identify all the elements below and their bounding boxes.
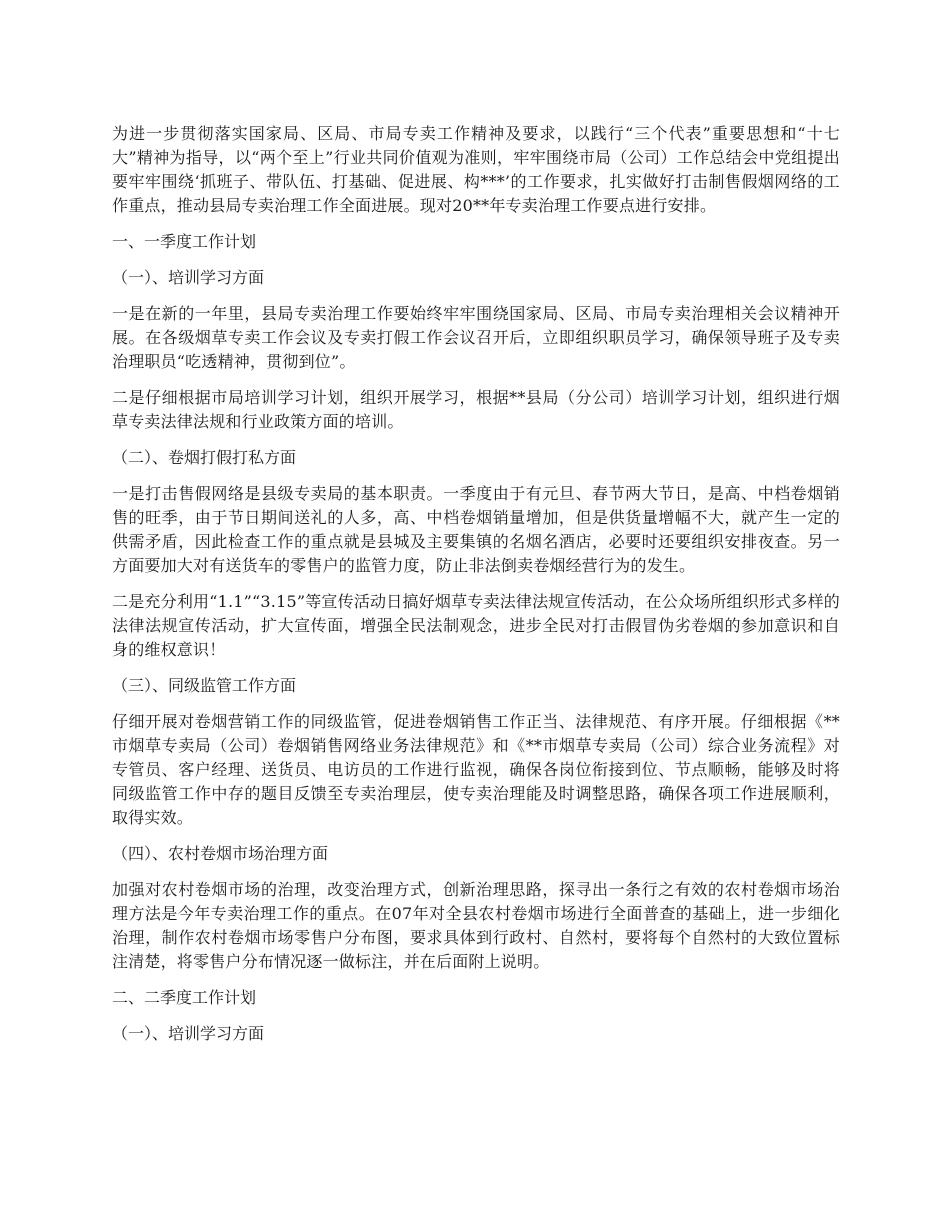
paragraph-anti-counterfeit-1: 一是打击售假网络是县级专卖局的基本职责。一季度由于有元旦、春节两大节日，是高、中档卷烟销售的旺季，由于节日期间送礼的人多，高、中档卷烟销量增加，但是供货量增幅不大，就产生一定的供需矛盾，因此检查工作的重点就是县城及主要集镇的名烟名酒店，必要时还要组织安排夜查。另一方面要加大对有送货车的零售户的监管力度，防止非法倒卖卷烟经营行为的发生。 xyxy=(112,484,840,575)
paragraph-training-1: 一是在新的一年里，县局专卖治理工作要始终牢牢围绕国家局、区局、市局专卖治理相关会议精神开展。在各级烟草专卖工作会议及专卖打假工作会议召开后，立即组织职员学习，确保领导班子及专卖治理职员“吃透精神，贯彻到位”。 xyxy=(112,304,840,371)
paragraph-rural-market: 加强对农村卷烟市场的治理，改变治理方式，创新治理思路，探寻出一条行之有效的农村卷烟市场治理方法是今年专卖治理工作的重点。在07年对全县农村卷烟市场进行全面普查的基础上，进一步细化治理，制作农村卷烟市场零售户分布图，要求具体到行政村、自然村，要将每个自然村的大致位置标注清楚，将零售户分布情况逐一做标注，并在后面附上说明。 xyxy=(112,880,840,971)
paragraph-anti-counterfeit-2: 二是充分利用“1.1”“3.15”等宣传活动日搞好烟草专卖法律法规宣传活动，在公众场所组织形式多样的法律法规宣传活动，扩大宣传面，增强全民法制观念，进步全民对打击假冒伪劣卷烟的参加意识和自身的维权意识！ xyxy=(112,592,840,659)
section-heading-q2: 二、二季度工作计划 xyxy=(112,988,257,1007)
document-body xyxy=(112,122,840,1058)
paragraph-training-2: 二是仔细根据市局培训学习计划，组织开展学习，根据**县局（分公司）培训学习计划，组织进行烟草专卖法律法规和行业政策方面的培训。 xyxy=(112,388,840,431)
subsection-heading-anti-counterfeit: （二）、卷烟打假打私方面 xyxy=(112,448,297,467)
subsection-heading-training: （一）、培训学习方面 xyxy=(112,268,265,287)
paragraph-peer-supervision: 仔细开展对卷烟营销工作的同级监管，促进卷烟销售工作正当、法律规范、有序开展。仔细根据《**市烟草专卖局（公司）卷烟销售网络业务法律规范》和《**市烟草专卖局（公司）综合业务流程》对专管员、客户经理、送货员、电访员的工作进行监视，确保各岗位衔接到位、节点顺畅，能够及时将同级监管工作中存的题目反馈至专卖治理层，使专卖治理能及时调整思路，确保各项工作进展顺利，取得实效。 xyxy=(112,712,840,827)
subsection-heading-peer-supervision: （三）、同级监管工作方面 xyxy=(112,676,297,695)
subsection-heading-rural-market: （四）、农村卷烟市场治理方面 xyxy=(112,844,329,863)
section-heading-q1: 一、一季度工作计划 xyxy=(112,232,257,251)
intro-paragraph: 为进一步贯彻落实国家局、区局、市局专卖工作精神及要求，以践行“三个代表”重要思想和“十七大”精神为指导，以“两个至上”行业共同价值观为准则，牢牢围绕市局（公司）工作总结会中党组提出要牢牢围绕‘抓班子、带队伍、打基础、促进展、构***’的工作要求，扎实做好打击制售假烟网络的工作重点，推动县局专卖治理工作全面进展。现对20**年专卖治理工作要点进行安排。 xyxy=(112,124,840,215)
subsection-heading-q2-training: （一）、培训学习方面 xyxy=(112,1024,265,1043)
